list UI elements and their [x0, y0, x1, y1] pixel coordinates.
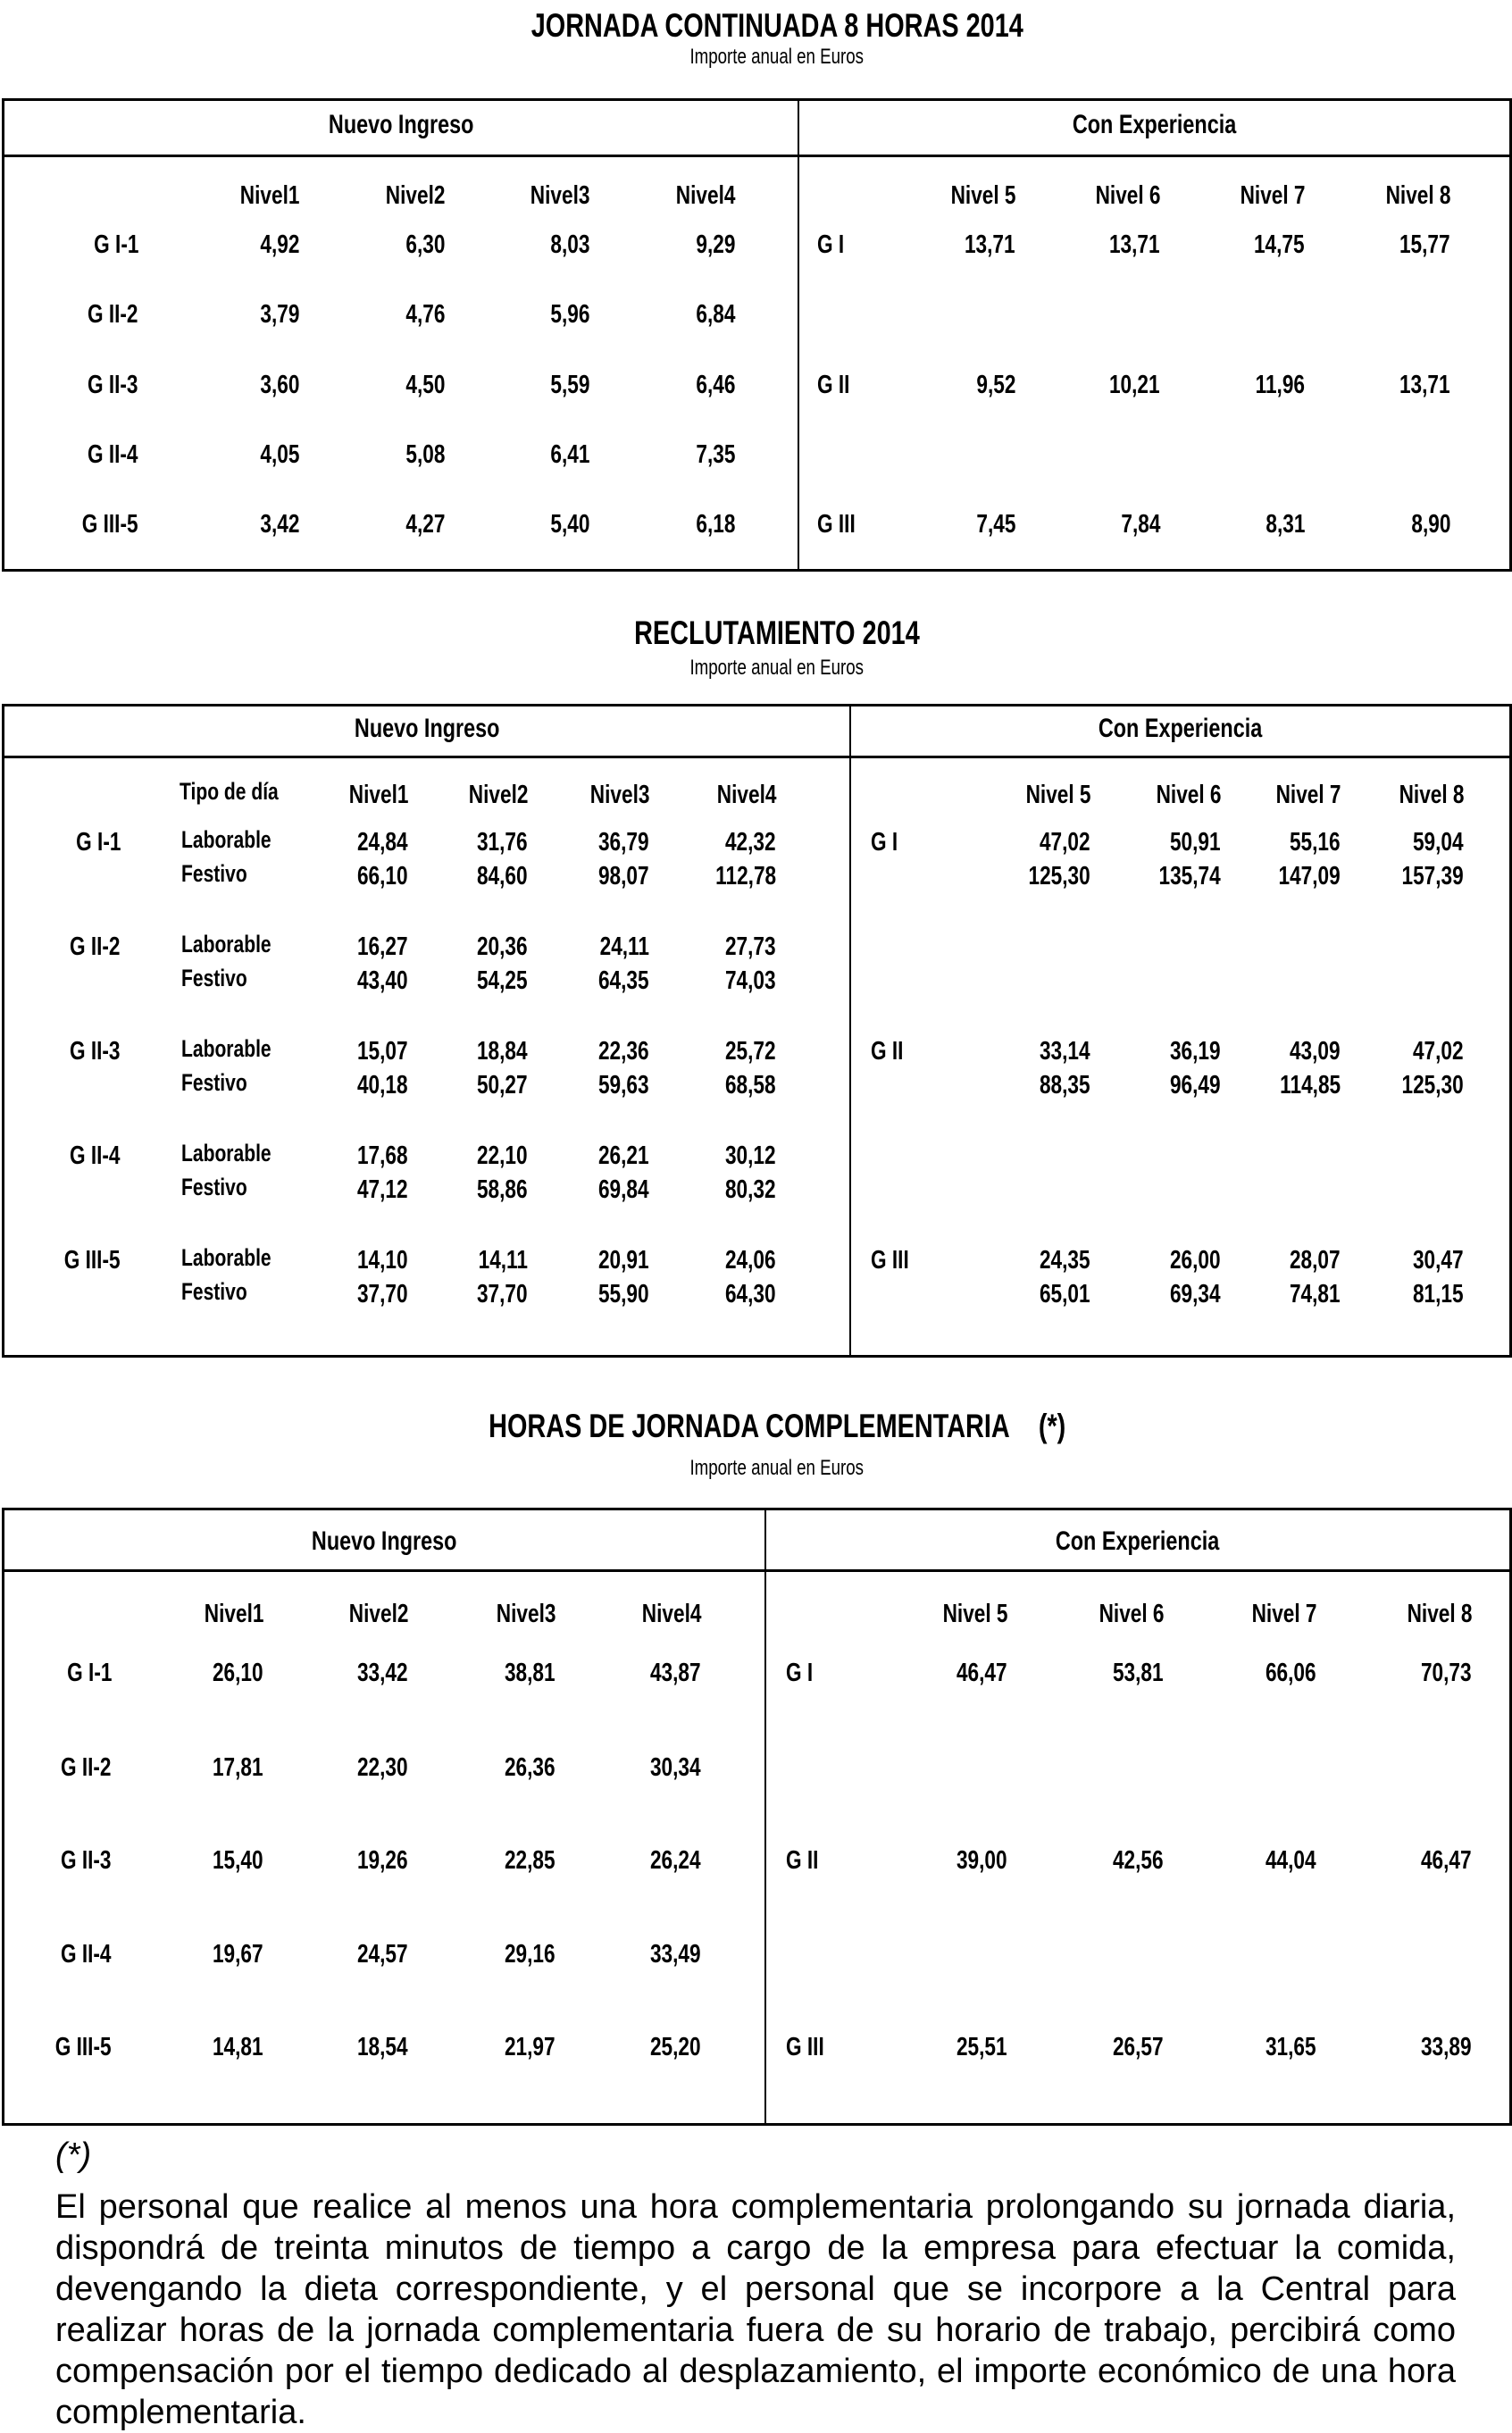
group-label: G II-2 [61, 1753, 112, 1782]
level-header: Nivel 8 [1385, 181, 1450, 210]
value-cell: 26,00 [1170, 1246, 1221, 1275]
value-cell: 13,71 [965, 230, 1015, 259]
value-cell: 37,70 [357, 1280, 408, 1308]
value-cell: 65,01 [1040, 1280, 1090, 1308]
value-cell: 24,57 [357, 1940, 408, 1969]
section1-new-hire-table [2, 98, 799, 572]
group-label: G II-3 [88, 371, 138, 399]
value-cell: 64,35 [598, 966, 649, 995]
section3-title-mark: (*) [1038, 1408, 1066, 1444]
group-label: G II-3 [70, 1037, 121, 1066]
level-header: Nivel 7 [1251, 1600, 1316, 1628]
value-cell: 14,10 [357, 1246, 408, 1275]
level-header: Nivel3 [589, 781, 649, 809]
value-cell: 33,89 [1421, 2033, 1472, 2061]
value-cell: 3,42 [259, 510, 299, 539]
value-cell: 8,31 [1265, 510, 1305, 539]
value-cell: 47,12 [357, 1175, 408, 1204]
value-cell: 27,73 [725, 932, 776, 961]
value-cell: 50,27 [477, 1071, 528, 1099]
value-cell: 9,52 [975, 371, 1015, 399]
day-type-label: Laborable [181, 1140, 271, 1166]
value-cell: 68,58 [725, 1071, 776, 1099]
value-cell: 22,10 [477, 1141, 528, 1170]
level-header: Nivel 5 [1025, 781, 1090, 809]
group-label: G II-3 [61, 1846, 112, 1875]
value-cell: 66,06 [1266, 1659, 1316, 1687]
value-cell: 43,09 [1290, 1037, 1341, 1066]
section1-title: JORNADA CONTINUADA 8 HORAS 2014 [530, 7, 1023, 44]
value-cell: 5,59 [549, 371, 589, 399]
value-cell: 31,76 [477, 828, 528, 857]
group-label: G II [817, 371, 850, 399]
value-cell: 6,30 [405, 230, 445, 259]
value-cell: 47,02 [1040, 828, 1090, 857]
value-cell: 4,05 [259, 440, 299, 469]
value-cell: 80,32 [725, 1175, 776, 1204]
value-cell: 43,87 [650, 1659, 701, 1687]
value-cell: 24,06 [725, 1246, 776, 1275]
group-label: G I [817, 230, 845, 259]
level-header: Nivel 5 [942, 1600, 1007, 1628]
group-label: G III [817, 510, 856, 539]
day-type-label: Laborable [181, 826, 271, 853]
value-cell: 5,40 [549, 510, 589, 539]
value-cell: 84,60 [477, 862, 528, 890]
day-type-label: Festivo [181, 1174, 247, 1200]
value-cell: 25,72 [725, 1037, 776, 1066]
value-cell: 147,09 [1278, 862, 1341, 890]
value-cell: 4,92 [259, 230, 299, 259]
value-cell: 46,47 [1421, 1846, 1472, 1875]
group-label: G II-4 [88, 440, 138, 469]
value-cell: 46,47 [956, 1659, 1007, 1687]
value-cell: 13,71 [1399, 371, 1450, 399]
value-cell: 33,49 [650, 1940, 701, 1969]
value-cell: 26,36 [505, 1753, 556, 1782]
section3-title-text: HORAS DE JORNADA COMPLEMENTARIA [488, 1408, 1010, 1444]
value-cell: 26,57 [1113, 2033, 1164, 2061]
value-cell: 53,81 [1113, 1659, 1164, 1687]
value-cell: 4,76 [405, 300, 445, 329]
section1-left-header: Nuevo Ingreso [328, 110, 474, 139]
value-cell: 114,85 [1280, 1071, 1341, 1099]
value-cell: 7,84 [1120, 510, 1160, 539]
section3-experience-table [764, 1508, 1512, 2126]
level-header: Nivel4 [641, 1600, 701, 1628]
footnote-mark: (*) [55, 2136, 92, 2174]
group-label: G I-1 [93, 230, 138, 259]
group-label: G I-1 [75, 828, 121, 857]
value-cell: 26,21 [598, 1141, 649, 1170]
value-cell: 8,03 [549, 230, 589, 259]
level-header: Nivel 7 [1240, 181, 1305, 210]
value-cell: 58,86 [477, 1175, 528, 1204]
level-header: Nivel2 [348, 1600, 408, 1628]
value-cell: 59,63 [598, 1071, 649, 1099]
value-cell: 135,74 [1158, 862, 1221, 890]
group-label: G I-1 [66, 1659, 112, 1687]
value-cell: 157,39 [1401, 862, 1464, 890]
value-cell: 22,30 [357, 1753, 408, 1782]
value-cell: 5,08 [405, 440, 445, 469]
value-cell: 9,29 [695, 230, 735, 259]
value-cell: 66,10 [357, 862, 408, 890]
value-cell: 33,14 [1040, 1037, 1090, 1066]
value-cell: 18,84 [477, 1037, 528, 1066]
value-cell: 28,07 [1290, 1246, 1341, 1275]
day-type-label: Festivo [181, 1069, 247, 1096]
group-label: G III [871, 1246, 909, 1275]
value-cell: 11,96 [1255, 371, 1305, 399]
value-cell: 50,91 [1170, 828, 1221, 857]
value-cell: 125,30 [1028, 862, 1090, 890]
value-cell: 40,18 [357, 1071, 408, 1099]
footnote-text: El personal que realice al menos una hora complementaria prolongando su jornada diaria, dispondrá de treinta minutos de tiempo a cargo de la empresa para efectuar la comida, devengando la dieta correspondiente, y el personal que se incorpore a la Central para realizar horas de la jornada complementaria fuera de su horario de trabajo, percibirá como compensación por el tiempo dedicado al desplazamiento, el importe económico de una hora complementaria. [55, 2188, 1456, 2431]
section2-title: RECLUTAMIENTO 2014 [634, 615, 920, 651]
group-label: G III-5 [64, 1246, 121, 1275]
value-cell: 33,42 [357, 1659, 408, 1687]
value-cell: 4,27 [405, 510, 445, 539]
level-header: Nivel 5 [950, 181, 1015, 210]
level-header: Nivel2 [385, 181, 445, 210]
value-cell: 112,78 [715, 862, 776, 890]
value-cell: 24,35 [1040, 1246, 1090, 1275]
value-cell: 3,60 [259, 371, 299, 399]
group-label: G II-2 [70, 932, 121, 961]
value-cell: 88,35 [1040, 1071, 1090, 1099]
day-type-header: Tipo de día [180, 778, 279, 805]
value-cell: 15,07 [357, 1037, 408, 1066]
value-cell: 6,84 [695, 300, 735, 329]
section2-subtitle: Importe anual en Euros [689, 656, 865, 680]
level-header: Nivel 6 [1095, 181, 1160, 210]
value-cell: 37,70 [477, 1280, 528, 1308]
day-type-label: Festivo [181, 860, 247, 887]
day-type-label: Laborable [181, 1244, 271, 1271]
value-cell: 10,21 [1109, 371, 1160, 399]
section2-right-header: Con Experiencia [1098, 714, 1263, 743]
value-cell: 25,20 [650, 2033, 701, 2061]
value-cell: 4,50 [405, 371, 445, 399]
value-cell: 70,73 [1421, 1659, 1472, 1687]
level-header: Nivel4 [675, 181, 735, 210]
value-cell: 31,65 [1266, 2033, 1316, 2061]
value-cell: 14,81 [213, 2033, 263, 2061]
value-cell: 125,30 [1401, 1071, 1464, 1099]
group-label: G II [871, 1037, 904, 1066]
group-label: G II-4 [61, 1940, 112, 1969]
value-cell: 36,79 [598, 828, 649, 857]
value-cell: 22,85 [505, 1846, 556, 1875]
section1-subtitle: Importe anual en Euros [689, 45, 865, 69]
section3-subtitle: Importe anual en Euros [689, 1456, 865, 1480]
day-type-label: Laborable [181, 931, 271, 957]
value-cell: 26,10 [213, 1659, 263, 1687]
section2-left-header: Nuevo Ingreso [354, 714, 500, 743]
group-label: G II-4 [70, 1141, 121, 1170]
level-header: Nivel3 [496, 1600, 556, 1628]
level-header: Nivel 7 [1275, 781, 1341, 809]
level-header: Nivel2 [468, 781, 528, 809]
day-type-label: Laborable [181, 1035, 271, 1062]
level-header: Nivel1 [239, 181, 299, 210]
group-label: G II-2 [88, 300, 138, 329]
value-cell: 17,68 [357, 1141, 408, 1170]
value-cell: 39,00 [956, 1846, 1007, 1875]
value-cell: 20,91 [598, 1246, 649, 1275]
value-cell: 17,81 [213, 1753, 263, 1782]
level-header: Nivel 8 [1407, 1600, 1472, 1628]
value-cell: 7,45 [975, 510, 1015, 539]
value-cell: 55,90 [598, 1280, 649, 1308]
level-header: Nivel4 [716, 781, 776, 809]
value-cell: 38,81 [505, 1659, 556, 1687]
value-cell: 55,16 [1290, 828, 1341, 857]
value-cell: 20,36 [477, 932, 528, 961]
value-cell: 22,36 [598, 1037, 649, 1066]
value-cell: 36,19 [1170, 1037, 1221, 1066]
level-header: Nivel3 [530, 181, 589, 210]
section1-experience-table [798, 98, 1512, 572]
value-cell: 96,49 [1170, 1071, 1221, 1099]
value-cell: 25,51 [956, 2033, 1007, 2061]
value-cell: 15,40 [213, 1846, 263, 1875]
value-cell: 30,34 [650, 1753, 701, 1782]
section1-right-header: Con Experiencia [1072, 110, 1237, 139]
day-type-label: Festivo [181, 965, 247, 991]
level-header: Nivel1 [204, 1600, 263, 1628]
value-cell: 14,11 [478, 1246, 528, 1275]
value-cell: 74,03 [725, 966, 776, 995]
value-cell: 43,40 [357, 966, 408, 995]
level-header: Nivel 8 [1399, 781, 1464, 809]
section2-experience-table [849, 704, 1512, 1358]
section3-new-hire-table [2, 1508, 766, 2126]
value-cell: 14,75 [1254, 230, 1305, 259]
value-cell: 8,90 [1410, 510, 1450, 539]
value-cell: 26,24 [650, 1846, 701, 1875]
value-cell: 24,84 [357, 828, 408, 857]
day-type-label: Festivo [181, 1278, 247, 1305]
level-header: Nivel 6 [1098, 1600, 1164, 1628]
group-label: G III [786, 2033, 824, 2061]
value-cell: 5,96 [549, 300, 589, 329]
value-cell: 81,15 [1413, 1280, 1464, 1308]
value-cell: 44,04 [1266, 1846, 1316, 1875]
value-cell: 18,54 [357, 2033, 408, 2061]
value-cell: 7,35 [695, 440, 735, 469]
value-cell: 74,81 [1290, 1280, 1341, 1308]
value-cell: 16,27 [357, 932, 408, 961]
value-cell: 29,16 [505, 1940, 556, 1969]
group-label: G I [871, 828, 898, 857]
section3-title [0, 1408, 1512, 1445]
value-cell: 59,04 [1413, 828, 1464, 857]
value-cell: 24,11 [599, 932, 649, 961]
value-cell: 54,25 [477, 966, 528, 995]
value-cell: 6,46 [695, 371, 735, 399]
value-cell: 6,18 [695, 510, 735, 539]
value-cell: 3,79 [259, 300, 299, 329]
value-cell: 98,07 [598, 862, 649, 890]
section3-left-header: Nuevo Ingreso [312, 1526, 457, 1556]
value-cell: 13,71 [1109, 230, 1160, 259]
value-cell: 21,97 [505, 2033, 556, 2061]
group-label: G II [786, 1846, 819, 1875]
value-cell: 30,47 [1413, 1246, 1464, 1275]
level-header: Nivel 6 [1156, 781, 1221, 809]
value-cell: 15,77 [1399, 230, 1450, 259]
value-cell: 6,41 [549, 440, 589, 469]
value-cell: 42,32 [725, 828, 776, 857]
value-cell: 47,02 [1413, 1037, 1464, 1066]
value-cell: 19,67 [213, 1940, 263, 1969]
value-cell: 69,34 [1170, 1280, 1221, 1308]
value-cell: 19,26 [357, 1846, 408, 1875]
section2-new-hire-table [2, 704, 851, 1358]
section3-right-header: Con Experiencia [1056, 1526, 1220, 1556]
group-label: G III-5 [55, 2033, 112, 2061]
group-label: G III-5 [82, 510, 138, 539]
value-cell: 69,84 [598, 1175, 649, 1204]
value-cell: 64,30 [725, 1280, 776, 1308]
value-cell: 42,56 [1113, 1846, 1164, 1875]
level-header: Nivel1 [348, 781, 408, 809]
group-label: G I [786, 1659, 814, 1687]
value-cell: 30,12 [725, 1141, 776, 1170]
